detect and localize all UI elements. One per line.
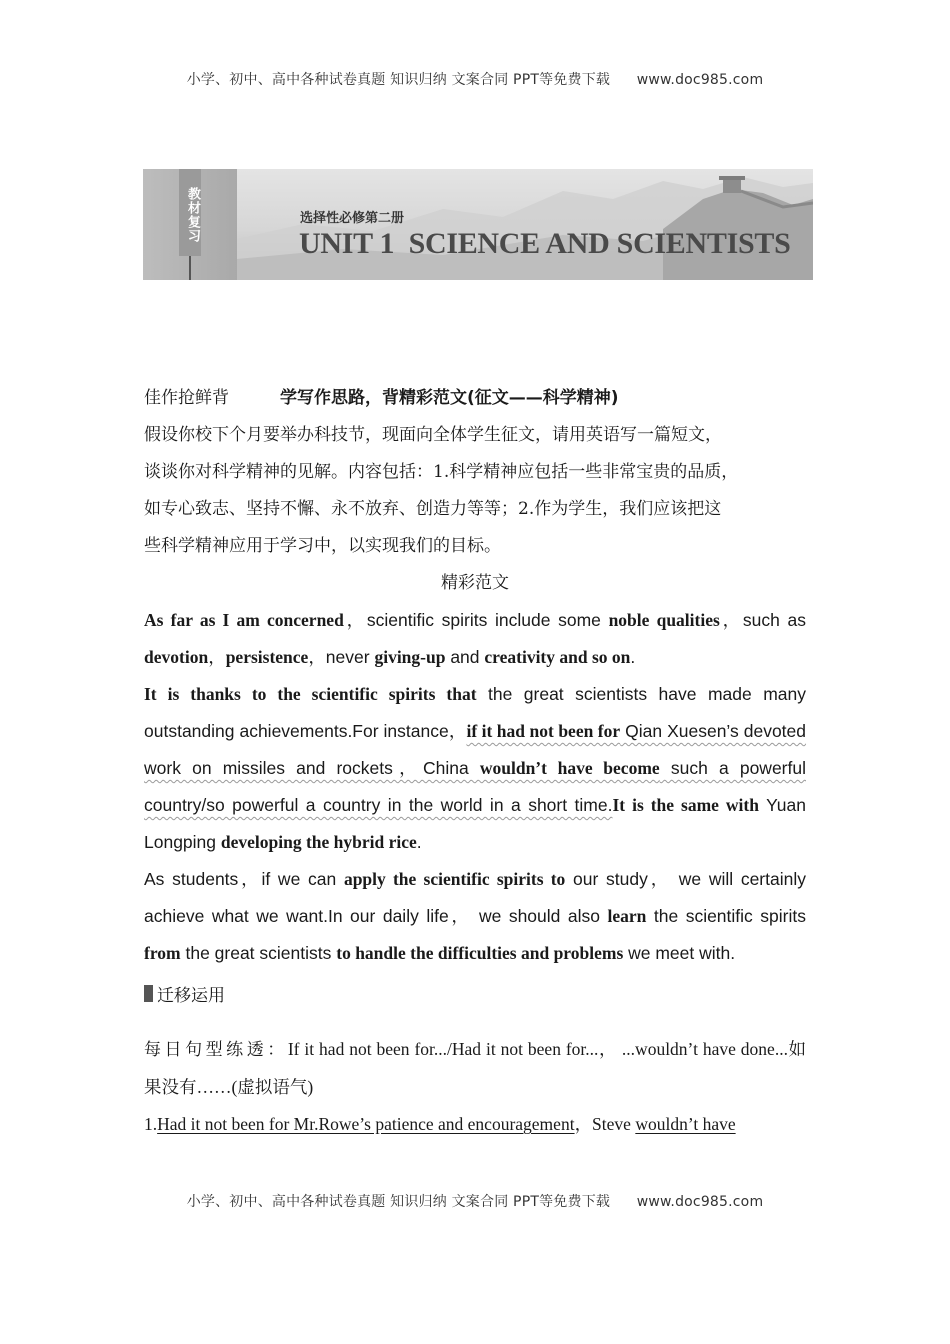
- key-phrase: devotion: [144, 647, 209, 667]
- header-url[interactable]: www.doc985.com: [636, 72, 764, 88]
- answer-underlined: wouldn’t have: [635, 1114, 736, 1134]
- essay-paragraph-2: [144, 676, 806, 861]
- key-phrase: creativity and so on: [484, 647, 631, 667]
- essay-heading: 精彩范文: [441, 573, 509, 593]
- prompt-line: 谈谈你对科学精神的见解。内容包括：1.科学精神应包括一些非常宝贵的品质，: [144, 462, 739, 482]
- essay-text: we meet with.: [623, 943, 736, 963]
- prompt-line: 假设你校下个月要举办科技节，现面向全体学生征文，请用英语写一篇短文，: [144, 425, 722, 445]
- answer-underlined: Had it not been for Mr.Rowe’s patience and encouragement: [157, 1114, 575, 1134]
- prompt-line: 如专心致志、坚持不懈、永不放弃、创造力等等；2.作为学生，我们应该把这: [144, 499, 722, 519]
- section-subtitle: 学写作思路，背精彩范文(征文——科学精神): [280, 388, 619, 408]
- essay-text: ，scientific spirits include some: [343, 610, 609, 630]
- key-phrase: It is thanks to the scientific spirits that: [144, 684, 477, 704]
- unit-title: UNIT 1 SCIENCE AND SCIENTISTS: [299, 227, 791, 260]
- essay-text: ，such as: [719, 610, 807, 630]
- mountain-great-wall-illustration: [143, 169, 813, 280]
- essay-text: and: [445, 647, 485, 667]
- key-phrase: learn: [607, 906, 647, 926]
- essay-text: Qian Xuesen’s devoted work on missiles and rockets，China: [144, 721, 807, 778]
- section-heading: [144, 380, 806, 417]
- header-text: 小学、初中、高中各种试卷真题 知识归纳 文案合同 PPT等免费下载: [186, 72, 611, 88]
- essay-text: our study， we will certainly achieve what we want.In our daily life， we should also: [144, 869, 806, 926]
- essay-paragraph-1: [144, 602, 806, 676]
- key-phrase: developing the hybrid rice: [220, 832, 417, 852]
- key-phrase: from: [144, 943, 181, 963]
- practice-block: [144, 1031, 806, 1143]
- practice-label: 每日句型练透：: [144, 1040, 288, 1060]
- key-phrase: giving-up: [374, 647, 446, 667]
- page-footer: [0, 1191, 950, 1211]
- transfer-heading: [144, 978, 806, 1015]
- footer-url[interactable]: www.doc985.com: [636, 1194, 764, 1210]
- key-phrase: It is the same with: [612, 795, 759, 815]
- essay-text: Yuan Longping: [144, 795, 806, 852]
- essay-text: the great scientists: [180, 943, 337, 963]
- key-phrase: wouldn’t have become: [479, 758, 660, 778]
- model-essay: [144, 602, 806, 972]
- key-phrase: if it had not been for: [466, 721, 621, 741]
- essay-text: As students，if we can: [144, 869, 344, 889]
- section-title: 佳作抢鲜背: [144, 388, 229, 408]
- footer-text: 小学、初中、高中各种试卷真题 知识归纳 文案合同 PPT等免费下载: [186, 1194, 611, 1210]
- key-phrase: As far as I am concerned: [144, 610, 344, 630]
- essay-text: such a powerful country/so powerful a country in the world in a short time.: [144, 758, 806, 815]
- page-header: [0, 69, 950, 89]
- banner-side-label: 教材复习: [179, 169, 201, 256]
- key-phrase: noble qualities: [608, 610, 720, 630]
- practice-pattern: If it had not been for.../Had it not been for...， ...wouldn’t have done...如果没有……(虚拟语气): [144, 1039, 806, 1097]
- prompt-line: 些科学精神应用于学习中，以实现我们的目标。: [144, 536, 501, 556]
- item-number: 1.: [144, 1114, 158, 1134]
- essay-text: ，never: [308, 647, 375, 667]
- banner-rule: [189, 256, 191, 280]
- main-content: [144, 380, 806, 1143]
- essay-text: ，: [208, 647, 226, 667]
- key-phrase: apply the scientific spirits to: [343, 869, 566, 889]
- essay-text: the scientific spirits: [646, 906, 806, 926]
- key-phrase: to handle the difficulties and problems: [336, 943, 624, 963]
- essay-paragraph-3: [144, 861, 806, 972]
- essay-text: the great scientists have made many outstanding achievements.For instance，: [144, 684, 806, 741]
- key-phrase: persistence: [225, 647, 309, 667]
- unit-banner: [143, 169, 813, 280]
- transfer-title: 迁移运用: [157, 986, 225, 1006]
- essay-text: .: [416, 832, 422, 852]
- essay-text: .: [630, 647, 636, 667]
- section-bar-icon: [144, 985, 153, 1002]
- item-text: ，Steve: [574, 1114, 636, 1134]
- banner-subtitle: 选择性必修第二册: [300, 211, 405, 226]
